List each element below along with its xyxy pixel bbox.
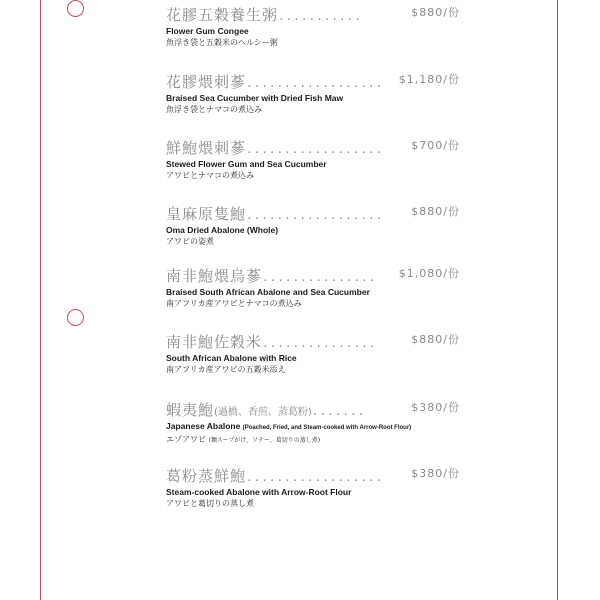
left-margin-line bbox=[40, 0, 41, 600]
leader-dots: .................. bbox=[246, 209, 384, 222]
menu-item bbox=[166, 71, 466, 115]
item-name-japanese: アワビとナマコの煮込み bbox=[166, 171, 254, 180]
item-name-japanese: アワビの姿煮 bbox=[166, 237, 214, 246]
menu-item bbox=[166, 203, 466, 247]
item-header bbox=[166, 137, 466, 159]
item-name-english: Japanese Abalone (Poached, Fried, and Steam-cooked with Arrow-Root Flour) bbox=[166, 421, 412, 431]
item-price: $1,180/份 bbox=[398, 73, 460, 86]
item-price: $380/份 bbox=[411, 401, 460, 414]
item-header bbox=[166, 331, 466, 353]
item-price: $880/份 bbox=[411, 205, 460, 218]
leader-dots: .................. bbox=[246, 143, 384, 156]
leader-dots: ........... bbox=[278, 10, 362, 23]
item-name-japanese: アワビと葛切りの蒸し煮 bbox=[166, 499, 254, 508]
item-name-chinese: 皇麻原隻鮑 bbox=[166, 205, 247, 223]
item-name-japanese: 南アフリカ産アワビとナマコの煮込み bbox=[166, 299, 302, 308]
item-note-english: (Poached, Fried, and Steam-cooked with Arrow-Root Flour) bbox=[242, 425, 412, 431]
item-name-english: Braised Sea Cucumber with Dried Fish Maw bbox=[166, 93, 344, 103]
item-name-english: South African Abalone with Rice bbox=[166, 353, 297, 363]
menu-item bbox=[166, 399, 466, 446]
leader-dots: ............... bbox=[262, 271, 377, 284]
item-price: $380/份 bbox=[411, 467, 460, 480]
menu-item bbox=[166, 137, 466, 181]
item-price: $1,080/份 bbox=[398, 267, 460, 280]
item-name-chinese: 蝦夷鮑 bbox=[166, 401, 215, 419]
item-price: $880/份 bbox=[411, 333, 460, 346]
item-name-japanese: 魚浮き袋と五穀米のヘルシー粥 bbox=[166, 38, 278, 47]
item-name-chinese: 葛粉蒸鮮鮑 bbox=[166, 467, 247, 485]
menu-item bbox=[166, 265, 466, 309]
item-name-japanese: 南アフリカ産アワビの五穀米添え bbox=[166, 365, 286, 374]
item-name-chinese: 鮮鮑煨刺蔘 bbox=[166, 139, 247, 157]
item-name-english: Oma Dried Abalone (Whole) bbox=[166, 225, 279, 235]
item-price: $880/份 bbox=[411, 6, 460, 19]
item-name-english: Flower Gum Congee bbox=[166, 26, 249, 36]
item-name-english: Braised South African Abalone and Sea Cucumber bbox=[166, 287, 370, 297]
item-name-chinese: 南非鮑佐穀米 bbox=[166, 333, 263, 351]
menu-item bbox=[166, 331, 466, 375]
item-name-english: Steam-cooked Abalone with Arrow-Root Flour bbox=[166, 487, 352, 497]
item-header bbox=[166, 265, 466, 287]
item-name-chinese: 花膠五穀養生粥 bbox=[166, 6, 279, 24]
leader-dots: .................. bbox=[246, 77, 384, 90]
punch-hole-top bbox=[67, 0, 84, 17]
item-note-chinese: (過橋、香煎、蒸葛粉) bbox=[214, 407, 312, 418]
item-name-japanese: 魚浮き袋とナマコの煮込み bbox=[166, 105, 262, 114]
leader-dots: ............... bbox=[262, 337, 377, 350]
menu-item bbox=[166, 4, 466, 48]
item-name-chinese: 南非鮑煨烏蔘 bbox=[166, 267, 263, 285]
right-margin-line bbox=[557, 0, 558, 600]
item-header bbox=[166, 4, 466, 26]
leader-dots: .................. bbox=[246, 471, 384, 484]
item-name-chinese: 花膠煨刺蔘 bbox=[166, 73, 247, 91]
item-header bbox=[166, 71, 466, 93]
punch-hole-middle bbox=[67, 309, 84, 326]
item-header bbox=[166, 399, 466, 421]
item-name-japanese: エゾアワビ (麺スープがけ、ソテー、葛切りの蒸し煮) bbox=[166, 435, 321, 444]
item-note-japanese: (麺スープがけ、ソテー、葛切りの蒸し煮) bbox=[208, 437, 321, 444]
item-header bbox=[166, 465, 466, 487]
item-name-english: Stewed Flower Gum and Sea Cucumber bbox=[166, 159, 327, 169]
item-price: $700/份 bbox=[411, 139, 460, 152]
leader-dots: ....... bbox=[311, 405, 366, 418]
item-header bbox=[166, 203, 466, 225]
menu-item bbox=[166, 465, 466, 509]
